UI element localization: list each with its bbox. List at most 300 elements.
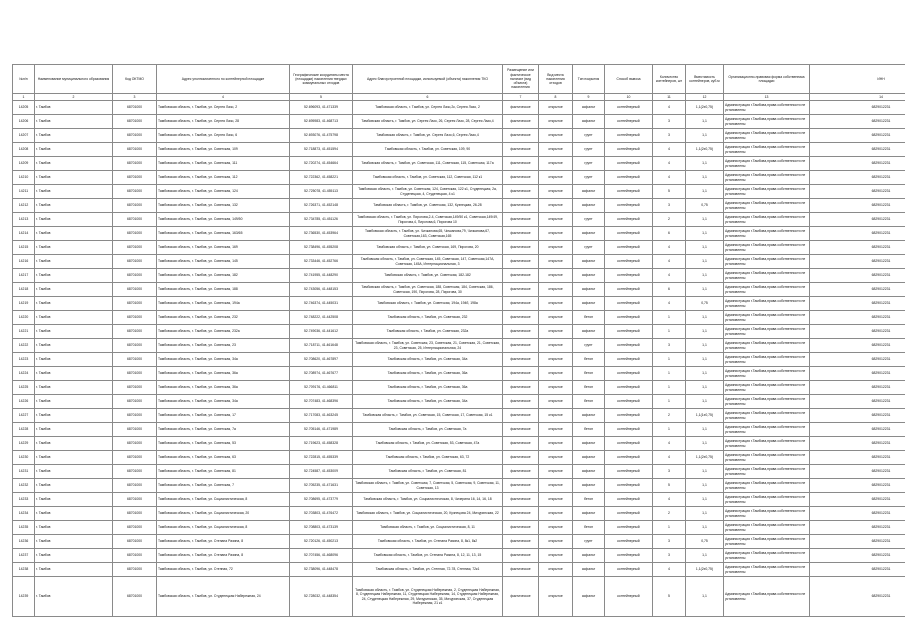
authorized-address-cell: Тамбовская область, г. Тамбов, ул. Советская, 163/65 xyxy=(157,227,290,241)
row-number-cell: 14226 xyxy=(13,395,35,409)
table-row xyxy=(13,227,905,241)
column-number: 5 xyxy=(290,94,353,101)
oktmo-code-cell: 68701000 xyxy=(113,577,157,617)
row-number-cell: 14211 xyxy=(13,185,35,199)
site-type-cell: открытое xyxy=(539,115,573,129)
owner-cell: Администрация г.Тамбова,права собственности не установлены xyxy=(724,465,810,479)
owner-cell: Администрация г.Тамбова,права собственности не установлены xyxy=(724,409,810,423)
municipality-cell: г. Тамбов xyxy=(35,577,113,617)
container-volume-cell: 1,1 xyxy=(686,185,724,199)
coordinates-cell: 52.695983, 41.468713 xyxy=(290,115,353,129)
removal-method-cell: контейнерный xyxy=(605,451,653,465)
cover-type-cell: асфальт xyxy=(573,437,605,451)
site-type-cell: открытое xyxy=(539,185,573,199)
owner-cell: Администрация г.Тамбова,права собственности не установлены xyxy=(724,115,810,129)
cover-type-cell: грунт xyxy=(573,143,605,157)
authorized-address-cell: Тамбовская область, г. Тамбов, ул. Советская, 34а xyxy=(157,353,290,367)
row-number-cell: 14219 xyxy=(13,297,35,311)
column-number: 6 xyxy=(353,94,503,101)
site-type-cell: открытое xyxy=(539,493,573,507)
container-count-cell: 4 xyxy=(653,157,686,171)
authorized-address-cell: Тамбовская область, г. Тамбов, ул. Социалистическая, 20 xyxy=(157,507,290,521)
column-number: 4 xyxy=(157,94,290,101)
cover-type-cell: грунт xyxy=(573,171,605,185)
column-number: 12 xyxy=(686,94,724,101)
container-volume-cell: 1,1 xyxy=(686,437,724,451)
site-kind-cell: фактическое xyxy=(503,171,539,185)
site-address-cell: Тамбовская область, г. Тамбов, ул. Социалистическая, 20, Кузнецова 24, Мичуринская, 22 xyxy=(353,507,503,521)
owner-cell: Администрация г.Тамбова,права собственности не установлены xyxy=(724,199,810,213)
removal-method-cell: контейнерный xyxy=(605,423,653,437)
container-count-cell: 1 xyxy=(653,325,686,339)
coordinates-cell: 52.703803, 41.476472 xyxy=(290,507,353,521)
coordinates-cell: 52.708974, 41.467677 xyxy=(290,367,353,381)
container-volume-cell: 1,1 xyxy=(686,213,724,227)
inn-cell: 6829012231 xyxy=(810,423,905,437)
container-volume-cell: 0,75 xyxy=(686,297,724,311)
site-type-cell: открытое xyxy=(539,269,573,283)
oktmo-code-cell: 68701000 xyxy=(113,563,157,577)
table-row xyxy=(13,535,905,549)
row-number-cell: 14215 xyxy=(13,241,35,255)
header-cell: Вид места накопления отходов xyxy=(539,65,573,94)
owner-cell: Администрация г.Тамбова,права собственности не установлены xyxy=(724,325,810,339)
site-type-cell: открытое xyxy=(539,507,573,521)
owner-cell: Администрация г.Тамбова,права собственности не установлены xyxy=(724,353,810,367)
oktmo-code-cell: 68701000 xyxy=(113,353,157,367)
table-row xyxy=(13,171,905,185)
site-kind-cell: фактическое xyxy=(503,143,539,157)
site-kind-cell: фактическое xyxy=(503,227,539,241)
authorized-address-cell: Тамбовская область, г. Тамбов, ул. Советская, 188 xyxy=(157,283,290,297)
row-number-cell: 14210 xyxy=(13,171,35,185)
owner-cell: Администрация г.Тамбова,права собственности не установлены xyxy=(724,451,810,465)
site-type-cell: открытое xyxy=(539,563,573,577)
authorized-address-cell: Тамбовская область, г. Тамбов, ул. Сергея Лазо, 6 xyxy=(157,129,290,143)
oktmo-code-cell: 68701000 xyxy=(113,381,157,395)
table-row xyxy=(13,367,905,381)
inn-cell: 6829012231 xyxy=(810,437,905,451)
owner-cell: Администрация г.Тамбова,права собственности не установлены xyxy=(724,255,810,269)
header-cell: ИНН xyxy=(810,65,905,94)
cover-type-cell: грунт xyxy=(573,535,605,549)
table-row xyxy=(13,101,905,115)
site-kind-cell: фактическое xyxy=(503,129,539,143)
oktmo-code-cell: 68701000 xyxy=(113,535,157,549)
container-count-cell: 4 xyxy=(653,241,686,255)
table-row xyxy=(13,563,905,577)
row-number-cell: 14212 xyxy=(13,199,35,213)
removal-method-cell: контейнерный xyxy=(605,465,653,479)
container-volume-cell: 1,1 xyxy=(686,423,724,437)
oktmo-code-cell: 68701000 xyxy=(113,241,157,255)
cover-type-cell: грунт xyxy=(573,241,605,255)
owner-cell: Администрация г.Тамбова,права собственности не установлены xyxy=(724,185,810,199)
container-volume-cell: 1,1 xyxy=(686,339,724,353)
municipality-cell: г. Тамбов xyxy=(35,409,113,423)
container-volume-cell: 1,1 xyxy=(686,325,724,339)
site-address-cell: Тамбовская область, г. Тамбов, ул. Советская, 132, Кузнецкая, 26-28 xyxy=(353,199,503,213)
site-type-cell: открытое xyxy=(539,465,573,479)
removal-method-cell: контейнерный xyxy=(605,549,653,563)
coordinates-cell: 52.709176, 41.466811 xyxy=(290,381,353,395)
site-kind-cell: фактическое xyxy=(503,409,539,423)
inn-cell: 6829012231 xyxy=(810,283,905,297)
table-row xyxy=(13,465,905,479)
inn-cell: 6829012231 xyxy=(810,213,905,227)
registry-sheet xyxy=(12,64,892,617)
oktmo-code-cell: 68701000 xyxy=(113,269,157,283)
authorized-address-cell: Тамбовская область, г. Тамбов, ул. Советская, 36а xyxy=(157,381,290,395)
table-row xyxy=(13,297,905,311)
coordinates-cell: 52.749036, 41.441612 xyxy=(290,325,353,339)
row-number-cell: 14213 xyxy=(13,213,35,227)
cover-type-cell: асфальт xyxy=(573,577,605,617)
authorized-address-cell: Тамбовская область, г. Тамбов, ул. Советская, 34а xyxy=(157,395,290,409)
table-row xyxy=(13,241,905,255)
container-count-cell: 1 xyxy=(653,395,686,409)
inn-cell: 6829012231 xyxy=(810,199,905,213)
inn-cell: 6829012231 xyxy=(810,521,905,535)
header-cell: №п/п xyxy=(13,65,35,94)
removal-method-cell: контейнерный xyxy=(605,395,653,409)
oktmo-code-cell: 68701000 xyxy=(113,549,157,563)
row-number-cell: 14214 xyxy=(13,227,35,241)
inn-cell: 6829012231 xyxy=(810,367,905,381)
removal-method-cell: контейнерный xyxy=(605,269,653,283)
authorized-address-cell: Тамбовская область, г. Тамбов, ул. Советская, 145 xyxy=(157,255,290,269)
site-address-cell: Тамбовская область, г. Тамбов, ул. Советская, 53, Советская, 47а xyxy=(353,437,503,451)
site-type-cell: открытое xyxy=(539,423,573,437)
municipality-cell: г. Тамбов xyxy=(35,283,113,297)
row-number-cell: 14229 xyxy=(13,437,35,451)
municipality-cell: г. Тамбов xyxy=(35,507,113,521)
container-count-cell: 3 xyxy=(653,115,686,129)
site-type-cell: открытое xyxy=(539,395,573,409)
site-kind-cell: фактическое xyxy=(503,479,539,493)
row-number-cell: 14220 xyxy=(13,311,35,325)
inn-cell: 6829012231 xyxy=(810,549,905,563)
coordinates-cell: 52.708803, 41.473139 xyxy=(290,521,353,535)
municipality-cell: г. Тамбов xyxy=(35,451,113,465)
container-volume-cell: 0,75 xyxy=(686,535,724,549)
row-number-cell: 14216 xyxy=(13,255,35,269)
table-row xyxy=(13,157,905,171)
cover-type-cell: асфальт xyxy=(573,283,605,297)
row-number-cell: 14236 xyxy=(13,535,35,549)
authorized-address-cell: Тамбовская область, г. Тамбов, ул. Советская, 112 xyxy=(157,171,290,185)
site-kind-cell: фактическое xyxy=(503,381,539,395)
owner-cell: Администрация г.Тамбова,права собственности не установлены xyxy=(724,549,810,563)
site-address-cell: Тамбовская область, г. Тамбов, ул. Советская, 63, 72 xyxy=(353,451,503,465)
container-count-cell: 1 xyxy=(653,521,686,535)
inn-cell: 6829012231 xyxy=(810,451,905,465)
oktmo-code-cell: 68701000 xyxy=(113,437,157,451)
authorized-address-cell: Тамбовская область, г. Тамбов, ул. Советская, 7 xyxy=(157,479,290,493)
column-number: 10 xyxy=(605,94,653,101)
container-count-cell: 1 xyxy=(653,311,686,325)
site-address-cell: Тамбовская область, г. Тамбов, ул. Советская, 34а xyxy=(353,395,503,409)
site-kind-cell: фактическое xyxy=(503,115,539,129)
site-type-cell: открытое xyxy=(539,297,573,311)
site-address-cell: Тамбовская область, г. Тамбов, ул. Советская, 188, Советская, 184, Советская, 186, Советская, 190, Пирогова, 28, Пирогова, 30 xyxy=(353,283,503,297)
owner-cell: Администрация г.Тамбова,права собственности не установлены xyxy=(724,577,810,617)
container-volume-cell: 1,1 xyxy=(686,577,724,617)
inn-cell: 6829012231 xyxy=(810,325,905,339)
owner-cell: Администрация г.Тамбова,права собственности не установлены xyxy=(724,227,810,241)
removal-method-cell: контейнерный xyxy=(605,213,653,227)
site-type-cell: открытое xyxy=(539,409,573,423)
cover-type-cell: асфальт xyxy=(573,185,605,199)
authorized-address-cell: Тамбовская область, г. Тамбов, ул. Советская, 7а xyxy=(157,423,290,437)
owner-cell: Администрация г.Тамбова,права собственности не установлены xyxy=(724,311,810,325)
coordinates-cell: 52.718873, 41.451594 xyxy=(290,143,353,157)
container-count-cell: 4 xyxy=(653,143,686,157)
site-address-cell: Тамбовская область, г. Тамбов, ул. Советская, 232а xyxy=(353,325,503,339)
oktmo-code-cell: 68701000 xyxy=(113,227,157,241)
inn-cell: 6829012231 xyxy=(810,479,905,493)
table-row xyxy=(13,269,905,283)
site-kind-cell: фактическое xyxy=(503,157,539,171)
owner-cell: Администрация г.Тамбова,права собственности не установлены xyxy=(724,521,810,535)
authorized-address-cell: Тамбовская область, г. Тамбов, ул. Степная, 72 xyxy=(157,563,290,577)
column-number: 13 xyxy=(724,94,810,101)
oktmo-code-cell: 68701000 xyxy=(113,185,157,199)
inn-cell: 6829012231 xyxy=(810,255,905,269)
container-volume-cell: 1,1 xyxy=(686,507,724,521)
site-address-cell: Тамбовская область, г. Тамбов, ул. Советская, 194а, 194б, 198а xyxy=(353,297,503,311)
municipality-cell: г. Тамбов xyxy=(35,241,113,255)
container-count-cell: 3 xyxy=(653,129,686,143)
container-count-cell: 4 xyxy=(653,563,686,577)
site-type-cell: открытое xyxy=(539,325,573,339)
cover-type-cell: асфальт xyxy=(573,325,605,339)
container-volume-cell: 1,1(2x0,75) xyxy=(686,563,724,577)
container-volume-cell: 1,1 xyxy=(686,465,724,479)
cover-type-cell: асфальт xyxy=(573,479,605,493)
container-count-cell: 1 xyxy=(653,381,686,395)
municipality-cell: г. Тамбов xyxy=(35,381,113,395)
site-type-cell: открытое xyxy=(539,339,573,353)
cover-type-cell: бетон xyxy=(573,353,605,367)
owner-cell: Администрация г.Тамбова,права собственности не установлены xyxy=(724,339,810,353)
table-row xyxy=(13,409,905,423)
authorized-address-cell: Тамбовская область, г. Тамбов, ул. Советская, 232 xyxy=(157,311,290,325)
oktmo-code-cell: 68701000 xyxy=(113,465,157,479)
column-number: 9 xyxy=(573,94,605,101)
owner-cell: Администрация г.Тамбова,права собственности не установлены xyxy=(724,479,810,493)
cover-type-cell: грунт xyxy=(573,339,605,353)
owner-cell: Администрация г.Тамбова,права собственности не установлены xyxy=(724,367,810,381)
site-type-cell: открытое xyxy=(539,451,573,465)
row-number-cell: 14237 xyxy=(13,549,35,563)
inn-cell: 6829012231 xyxy=(810,311,905,325)
oktmo-code-cell: 68701000 xyxy=(113,507,157,521)
site-kind-cell: фактическое xyxy=(503,241,539,255)
header-cell: Способ вывоза xyxy=(605,65,653,94)
site-type-cell: открытое xyxy=(539,255,573,269)
cover-type-cell: грунт xyxy=(573,213,605,227)
removal-method-cell: контейнерный xyxy=(605,129,653,143)
cover-type-cell: грунт xyxy=(573,157,605,171)
table-row xyxy=(13,451,905,465)
municipality-cell: г. Тамбов xyxy=(35,171,113,185)
site-kind-cell: фактическое xyxy=(503,423,539,437)
oktmo-code-cell: 68701000 xyxy=(113,199,157,213)
cover-type-cell: бетон xyxy=(573,395,605,409)
cover-type-cell: бетон xyxy=(573,311,605,325)
owner-cell: Администрация г.Тамбова,права собственности не установлены xyxy=(724,423,810,437)
site-address-cell: Тамбовская область, г. Тамбов, ул. Советская, 81 xyxy=(353,465,503,479)
site-address-cell: Тамбовская область, г. Тамбов, ул. Советская, 36а xyxy=(353,367,503,381)
site-kind-cell: фактическое xyxy=(503,521,539,535)
coordinates-cell: 52.693076, 41.475798 xyxy=(290,129,353,143)
container-volume-cell: 1,1 xyxy=(686,171,724,185)
coordinates-cell: 52.707456, 41.468096 xyxy=(290,549,353,563)
site-type-cell: открытое xyxy=(539,521,573,535)
coordinates-cell: 52.705146, 41.471989 xyxy=(290,423,353,437)
site-kind-cell: фактическое xyxy=(503,493,539,507)
site-kind-cell: фактическое xyxy=(503,297,539,311)
removal-method-cell: контейнерный xyxy=(605,185,653,199)
oktmo-code-cell: 68701000 xyxy=(113,325,157,339)
site-kind-cell: фактическое xyxy=(503,269,539,283)
column-number: 3 xyxy=(113,94,157,101)
row-number-cell: 14225 xyxy=(13,381,35,395)
authorized-address-cell: Тамбовская область, г. Тамбов, ул. Студенецкая Набережная, 24 xyxy=(157,577,290,617)
owner-cell: Администрация г.Тамбова,права собственности не установлены xyxy=(724,535,810,549)
removal-method-cell: контейнерный xyxy=(605,325,653,339)
authorized-address-cell: Тамбовская область, г. Тамбов, ул. Советская, 17 xyxy=(157,409,290,423)
municipality-cell: г. Тамбов xyxy=(35,535,113,549)
owner-cell: Администрация г.Тамбова,права собственности не установлены xyxy=(724,143,810,157)
coordinates-cell: 52.746374, 41.445031 xyxy=(290,297,353,311)
cover-type-cell: бетон xyxy=(573,493,605,507)
header-cell: Организационно-правовая форма собственника площадки xyxy=(724,65,810,94)
authorized-address-cell: Тамбовская область, г. Тамбов, ул. Сергея Лазо, 2 xyxy=(157,101,290,115)
oktmo-code-cell: 68701000 xyxy=(113,451,157,465)
owner-cell: Администрация г.Тамбова,права собственности не установлены xyxy=(724,381,810,395)
site-type-cell: открытое xyxy=(539,311,573,325)
removal-method-cell: контейнерный xyxy=(605,143,653,157)
inn-cell: 6829012231 xyxy=(810,339,905,353)
site-kind-cell: фактическое xyxy=(503,199,539,213)
oktmo-code-cell: 68701000 xyxy=(113,297,157,311)
municipality-cell: г. Тамбов xyxy=(35,185,113,199)
container-volume-cell: 1,1 xyxy=(686,269,724,283)
municipality-cell: г. Тамбов xyxy=(35,479,113,493)
inn-cell: 6829012231 xyxy=(810,241,905,255)
row-number-cell: 14228 xyxy=(13,423,35,437)
owner-cell: Администрация г.Тамбова,права собственности не установлены xyxy=(724,171,810,185)
site-address-cell: Тамбовская область, г. Тамбов, ул. Чичканова,65, Чичканова,79, Чичканова,67, Советская,163, Советская,165 xyxy=(353,227,503,241)
owner-cell: Администрация г.Тамбова,права собственности не установлены xyxy=(724,241,810,255)
municipality-cell: г. Тамбов xyxy=(35,353,113,367)
container-volume-cell: 1,1 xyxy=(686,255,724,269)
owner-cell: Администрация г.Тамбова,права собственности не установлены xyxy=(724,437,810,451)
column-number: 1 xyxy=(13,94,35,101)
owner-cell: Администрация г.Тамбова,права собственности не установлены xyxy=(724,297,810,311)
oktmo-code-cell: 68701000 xyxy=(113,409,157,423)
coordinates-cell: 52.720274, 41.454664 xyxy=(290,157,353,171)
coordinates-cell: 52.717083, 41.463245 xyxy=(290,409,353,423)
container-count-cell: 1 xyxy=(653,423,686,437)
coordinates-cell: 52.733446, 41.452766 xyxy=(290,255,353,269)
row-number-cell: 14208 xyxy=(13,143,35,157)
cover-type-cell: асфальт xyxy=(573,227,605,241)
site-kind-cell: фактическое xyxy=(503,339,539,353)
container-count-cell: 6 xyxy=(653,227,686,241)
coordinates-cell: 52.707483, 41.468396 xyxy=(290,395,353,409)
table-row xyxy=(13,199,905,213)
site-type-cell: открытое xyxy=(539,437,573,451)
removal-method-cell: контейнерный xyxy=(605,311,653,325)
owner-cell: Администрация г.Тамбова,права собственности не установлены xyxy=(724,129,810,143)
container-volume-cell: 1,1 xyxy=(686,283,724,297)
site-address-cell: Тамбовская область, г. Тамбов, ул. Советская, 34а xyxy=(353,353,503,367)
row-number-cell: 14205 xyxy=(13,101,35,115)
coordinates-cell: 52.734785, 41.451126 xyxy=(290,213,353,227)
site-address-cell: Тамбовская область, г. Тамбов, ул. Советская, 124, Советская, 122 к1, Студенецкая, 2а, Студенецкая, 4, Студенецкая, 4 к1 xyxy=(353,185,503,199)
site-kind-cell: фактическое xyxy=(503,549,539,563)
site-kind-cell: фактическое xyxy=(503,213,539,227)
authorized-address-cell: Тамбовская область, г. Тамбов, ул. Социалистическая, 8 xyxy=(157,521,290,535)
municipality-cell: г. Тамбов xyxy=(35,563,113,577)
table-row xyxy=(13,437,905,451)
container-count-cell: 3 xyxy=(653,549,686,563)
oktmo-code-cell: 68701000 xyxy=(113,115,157,129)
table-row xyxy=(13,493,905,507)
row-number-cell: 14224 xyxy=(13,367,35,381)
site-kind-cell: фактическое xyxy=(503,535,539,549)
header-cell: Наименование муниципального образования xyxy=(35,65,113,94)
container-volume-cell: 1,1 xyxy=(686,549,724,563)
table-row xyxy=(13,213,905,227)
municipality-cell: г. Тамбов xyxy=(35,465,113,479)
inn-cell: 6829012231 xyxy=(810,409,905,423)
row-number-cell: 14223 xyxy=(13,353,35,367)
site-type-cell: открытое xyxy=(539,213,573,227)
site-type-cell: открытое xyxy=(539,577,573,617)
cover-type-cell: асфальт xyxy=(573,563,605,577)
header-row xyxy=(13,65,905,94)
container-count-cell: 4 xyxy=(653,269,686,283)
cover-type-cell: асфальт xyxy=(573,465,605,479)
coordinates-cell: 52.736530, 41.453964 xyxy=(290,227,353,241)
coordinates-cell: 52.728032, 41.448354 xyxy=(290,577,353,617)
container-count-cell: 1 xyxy=(653,353,686,367)
removal-method-cell: контейнерный xyxy=(605,115,653,129)
container-count-cell: 4 xyxy=(653,171,686,185)
cover-type-cell: асфальт xyxy=(573,269,605,283)
site-type-cell: открытое xyxy=(539,143,573,157)
municipality-cell: г. Тамбов xyxy=(35,423,113,437)
row-number-cell: 14238 xyxy=(13,563,35,577)
cover-type-cell: асфальт xyxy=(573,549,605,563)
authorized-address-cell: Тамбовская область, г. Тамбов, ул. Советская, 23 xyxy=(157,339,290,353)
container-count-cell: 4 xyxy=(653,101,686,115)
inn-cell: 6829012231 xyxy=(810,171,905,185)
owner-cell: Администрация г.Тамбова,права собственности не установлены xyxy=(724,269,810,283)
site-address-cell: Тамбовская область, г. Тамбов, ул. Степана Разина, 8, 8к1, 8к2 xyxy=(353,535,503,549)
oktmo-code-cell: 68701000 xyxy=(113,493,157,507)
row-number-cell: 14230 xyxy=(13,451,35,465)
removal-method-cell: контейнерный xyxy=(605,521,653,535)
authorized-address-cell: Тамбовская область, г. Тамбов, ул. Советская, 169 xyxy=(157,241,290,255)
site-address-cell: Тамбовская область, г. Тамбов, ул. Сергея Лазо,6, Сергея Лазо,4 xyxy=(353,129,503,143)
inn-cell: 6829012231 xyxy=(810,493,905,507)
municipality-cell: г. Тамбов xyxy=(35,521,113,535)
